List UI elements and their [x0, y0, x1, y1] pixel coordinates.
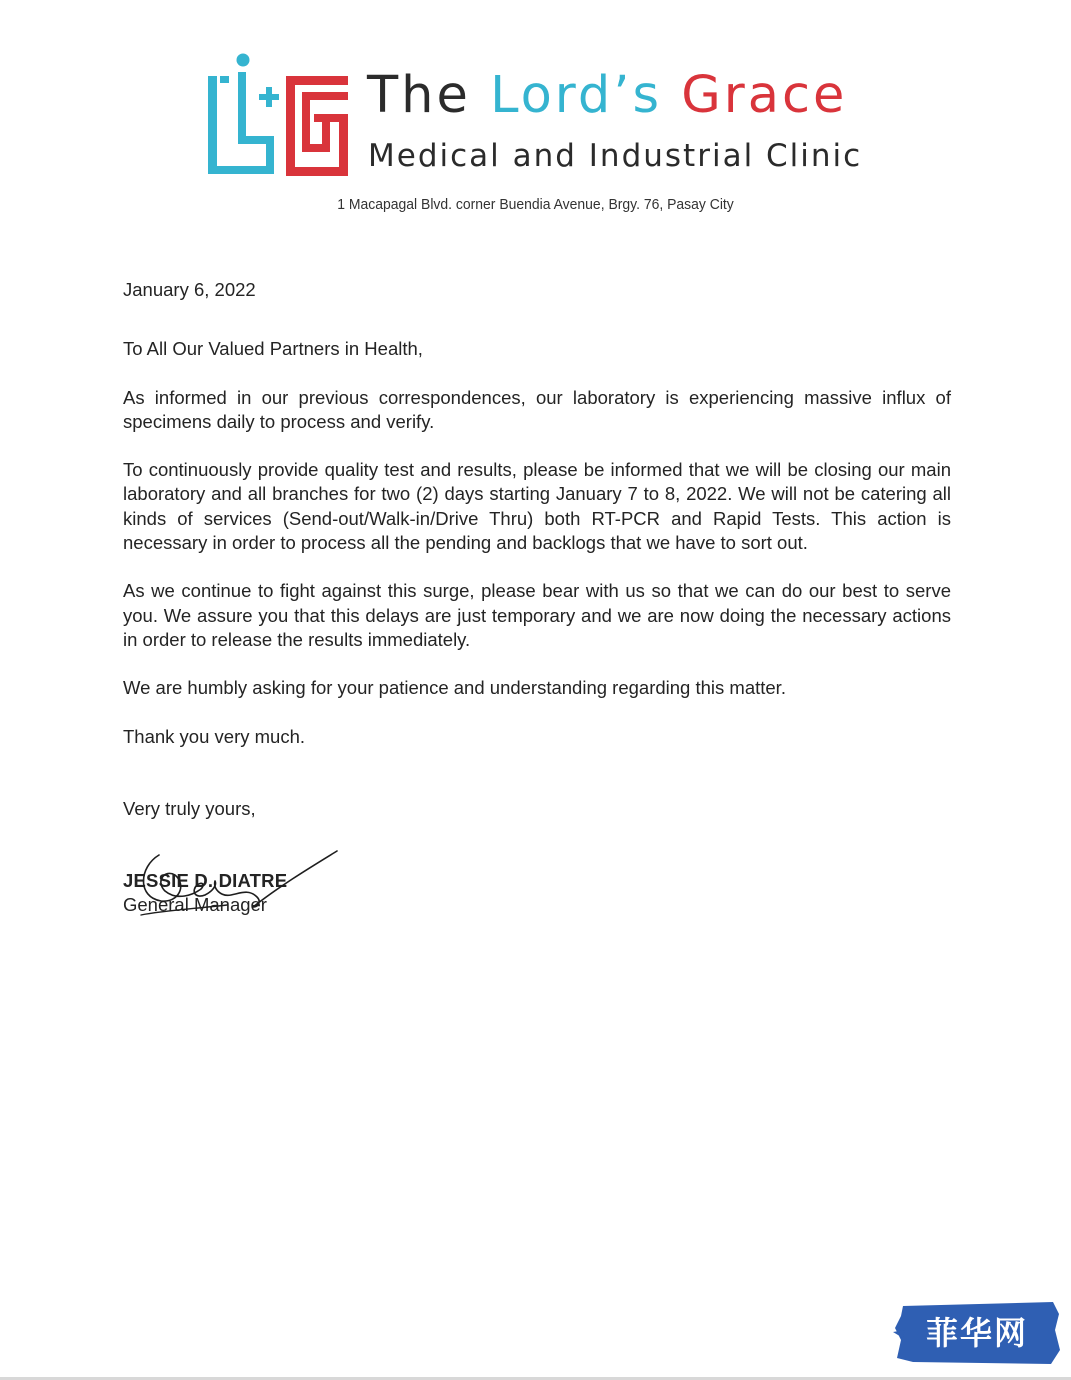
signature-block	[123, 869, 951, 918]
clinic-name-the: The	[367, 66, 471, 125]
letter-paragraph-4: We are humbly asking for your patience and understanding regarding this matter.	[123, 677, 786, 699]
letter-paragraph-1: As informed in our previous correspondences, our laboratory is experiencing massive influx of specimens daily to process and verify.	[123, 386, 951, 432]
watermark-text: 菲华网	[925, 1314, 1028, 1352]
letter-paragraph-2: To continuously provide quality test and results, please be informed that we will be closing our main laboratory and all branches for two (2) days starting January 7 to 8, 2022. We will not be catering all kinds of services (Send-out/Walk-in/Drive Thru) both RT-PCR and Rapid Tests. This action is necessary in order to process all the pending and backlogs that we have to sort out.	[123, 459, 951, 554]
letter-salutation: To All Our Valued Partners in Health,	[123, 338, 423, 360]
clinic-address: 1 Macapagal Blvd. corner Buendia Avenue, Brgy. 76, Pasay City	[337, 196, 734, 213]
signer-name: JESSIE D. DIATRE	[123, 870, 288, 892]
letter-date: January 6, 2022	[123, 279, 256, 300]
clinic-logo-icon	[204, 52, 352, 180]
signer-title: General Manager	[123, 894, 267, 916]
clinic-name-lord: Lord’s	[490, 66, 663, 125]
clinic-name	[367, 66, 848, 125]
letter-thanks: Thank you very much.	[123, 725, 305, 747]
letter-closing: Very truly yours,	[123, 797, 256, 819]
letter-body	[123, 278, 951, 918]
clinic-name-grace: Grace	[681, 66, 848, 125]
clinic-subtitle: Medical and Industrial Clinic	[368, 138, 863, 174]
letter-paragraph-3: As we continue to fight against this surge, please bear with us so that we can do our best to serve you. We assure you that this delays are just temporary and we are now doing the necessary actions in order to release the results immediately.	[123, 580, 951, 650]
watermark	[893, 1300, 1061, 1366]
letterhead	[0, 0, 1071, 240]
